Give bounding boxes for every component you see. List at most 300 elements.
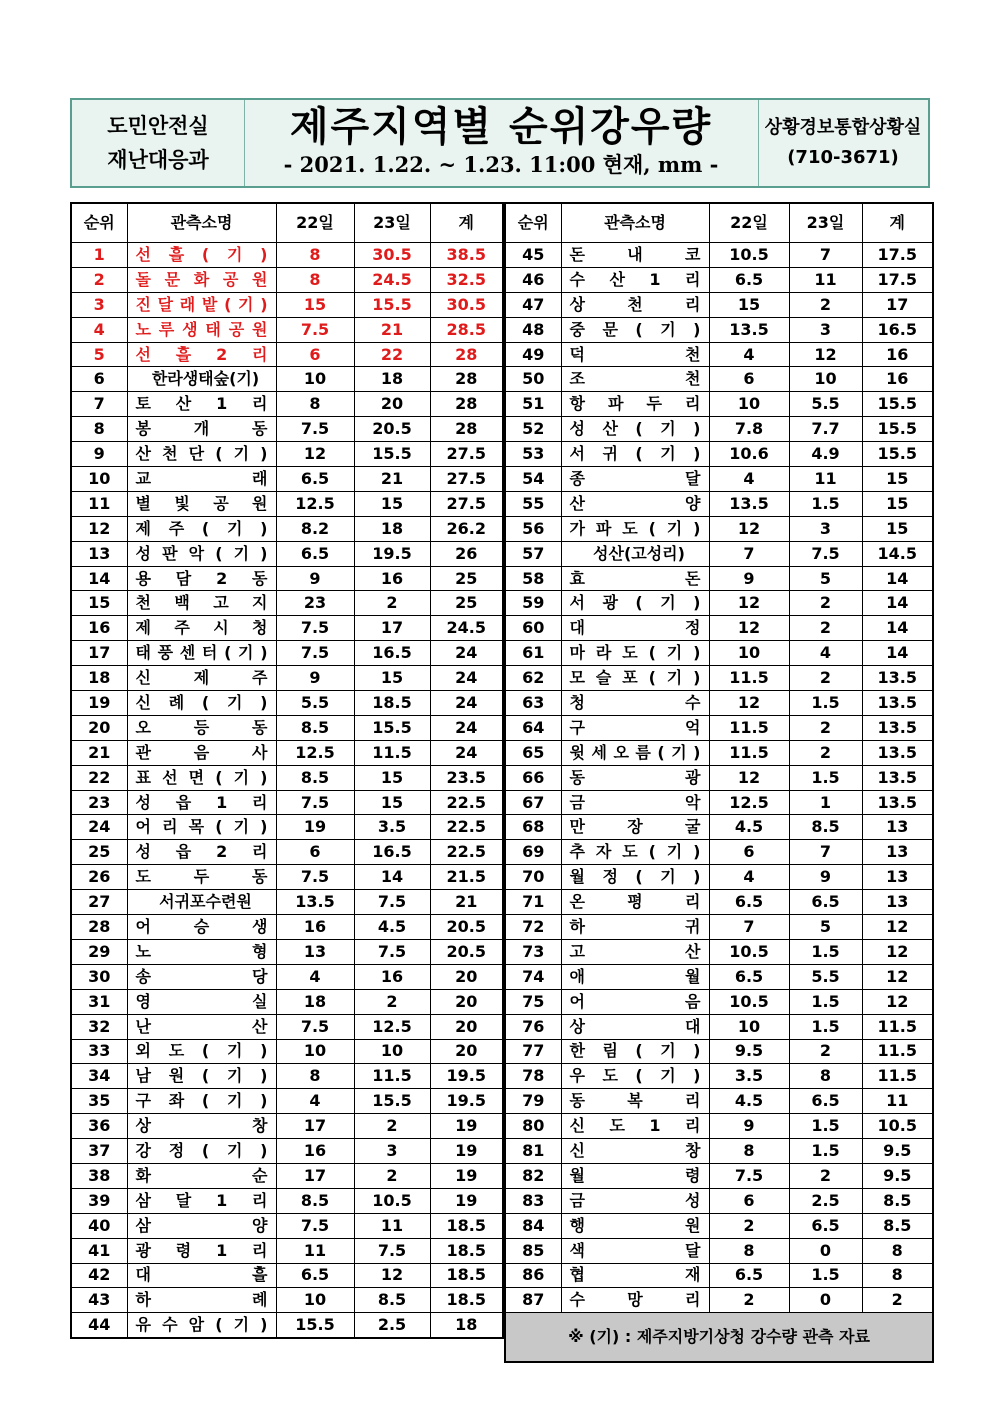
station-name-chars — [136, 1091, 268, 1111]
station-name-cell — [127, 616, 276, 641]
table-row — [71, 1188, 503, 1213]
rank-cell: 24 — [71, 815, 127, 840]
station-name-char: 산 — [602, 419, 618, 439]
station-name-chars — [570, 842, 701, 862]
day22-cell: 12 — [709, 616, 789, 641]
day22-cell: 12.5 — [276, 740, 354, 765]
day22-cell: 5.5 — [276, 691, 354, 716]
day23-cell: 7 — [789, 243, 862, 268]
station-name-cell — [561, 1089, 709, 1114]
day22-cell: 7 — [709, 915, 789, 940]
day22-cell: 12 — [709, 691, 789, 716]
table-row — [71, 1039, 503, 1064]
day22-cell: 4 — [276, 964, 354, 989]
station-name-char: 월 — [569, 867, 585, 887]
station-name-char: 신 — [569, 1116, 585, 1136]
station-name-char: 구 — [135, 1091, 151, 1111]
day22-cell: 7.5 — [276, 1213, 354, 1238]
station-name-char: 산 — [252, 1016, 268, 1036]
day22-cell: 8.5 — [276, 715, 354, 740]
rank-cell: 85 — [505, 1238, 561, 1263]
station-name-chars — [136, 817, 268, 837]
total-cell: 20 — [430, 964, 503, 989]
table-row — [71, 715, 503, 740]
day22-cell: 13.5 — [709, 317, 789, 342]
station-name-char: 기 — [226, 1041, 243, 1061]
total-cell: 11.5 — [862, 1039, 933, 1064]
station-name-char: 파 — [595, 518, 612, 538]
day23-cell: 1 — [789, 790, 862, 815]
station-name-char: ( — [648, 643, 656, 663]
total-cell: 13.5 — [862, 715, 933, 740]
station-name-char: 달 — [685, 468, 701, 488]
station-name-char: 하 — [135, 1290, 151, 1310]
station-name-char: ) — [260, 1141, 268, 1160]
station-name-chars — [136, 1265, 268, 1285]
station-name-char: 대 — [685, 1016, 701, 1036]
table-row — [505, 890, 933, 915]
station-name-chars — [136, 693, 268, 713]
day23-cell: 15 — [354, 666, 430, 691]
station-name-char: 굴 — [685, 817, 701, 837]
station-name-chars — [570, 345, 701, 365]
rank-cell: 12 — [71, 516, 127, 541]
station-name-cell — [561, 740, 709, 765]
station-name-char: 서 — [569, 444, 585, 464]
day23-cell: 8.5 — [354, 1288, 430, 1313]
station-name-char: 교 — [135, 468, 151, 488]
table-row — [505, 367, 933, 392]
station-name-chars — [570, 519, 701, 539]
station-name-chars — [570, 618, 701, 638]
station-name-char: 선 — [162, 767, 178, 787]
day22-cell: 8 — [276, 267, 354, 292]
table-row — [505, 392, 933, 417]
table-row — [71, 342, 503, 367]
day22-cell: 7.5 — [276, 865, 354, 890]
station-name-chars — [570, 245, 701, 265]
table-row — [71, 1064, 503, 1089]
total-cell: 25 — [430, 566, 503, 591]
total-cell: 30.5 — [430, 292, 503, 317]
station-name-char: 개 — [193, 419, 210, 439]
day23-cell: 15 — [354, 491, 430, 516]
station-name-cell — [561, 367, 709, 392]
station-name-chars — [136, 1041, 268, 1061]
station-name-cell — [127, 541, 276, 566]
station-name-char: 창 — [252, 1116, 268, 1136]
total-cell: 28 — [430, 417, 503, 442]
rank-cell: 78 — [505, 1064, 561, 1089]
station-name-char: 례 — [252, 1290, 268, 1310]
station-name-char: 항 — [569, 394, 585, 414]
rank-cell: 82 — [505, 1163, 561, 1188]
day22-cell: 8 — [709, 1238, 789, 1263]
rank-cell: 64 — [505, 715, 561, 740]
station-name-cell — [561, 964, 709, 989]
station-name-char: ( — [648, 842, 656, 862]
station-name-char: ( — [648, 668, 656, 688]
rank-cell: 16 — [71, 616, 127, 641]
rank-cell: 56 — [505, 516, 561, 541]
table-row — [71, 1238, 503, 1263]
station-name-cell — [561, 392, 709, 417]
station-name-char: 광 — [602, 593, 618, 613]
day23-cell: 11 — [789, 467, 862, 492]
station-name-char: 2 — [216, 344, 228, 364]
table-row — [505, 964, 933, 989]
station-name-char: 원 — [252, 269, 268, 289]
station-name-char: 기 — [233, 543, 250, 563]
table-row — [71, 367, 503, 392]
station-name-cell — [127, 342, 276, 367]
station-name-char: 도 — [135, 867, 151, 887]
total-cell: 25 — [430, 591, 503, 616]
station-name-cell — [127, 1114, 276, 1139]
day22-cell: 12 — [709, 765, 789, 790]
station-name-char: 기 — [671, 742, 687, 762]
station-name-char: 수 — [162, 1315, 178, 1335]
total-cell: 27.5 — [430, 491, 503, 516]
station-name-char: 생 — [182, 319, 198, 339]
table-row — [71, 1213, 503, 1238]
station-name-cell — [561, 591, 709, 616]
station-name-chars — [570, 743, 701, 763]
station-name-char: 중 — [569, 319, 585, 339]
station-name-char: 름 — [635, 742, 651, 762]
day23-cell: 4 — [789, 641, 862, 666]
station-name-cell — [561, 890, 709, 915]
station-name-char: ( — [648, 518, 656, 538]
total-cell: 15 — [862, 467, 933, 492]
rank-cell: 1 — [71, 243, 127, 268]
total-cell: 13.5 — [862, 765, 933, 790]
station-name-char: 청 — [569, 692, 585, 712]
station-name-char: 신 — [135, 668, 151, 688]
station-name-char: ) — [693, 444, 701, 464]
total-cell: 13.5 — [862, 790, 933, 815]
day22-cell: 10 — [276, 1288, 354, 1313]
station-name-chars — [136, 643, 268, 663]
day23-cell: 2 — [354, 591, 430, 616]
station-name-cell — [561, 715, 709, 740]
station-name-char: ) — [260, 1041, 268, 1061]
total-cell: 14.5 — [862, 541, 933, 566]
station-name-chars — [136, 444, 268, 464]
station-name-char: 하 — [569, 916, 585, 936]
rank-cell: 72 — [505, 915, 561, 940]
station-name-char: 용 — [135, 568, 151, 588]
table-row — [505, 1288, 933, 1313]
station-name-char: 수 — [569, 1290, 585, 1310]
station-name-chars — [570, 1166, 701, 1186]
table-row — [505, 765, 933, 790]
page-subtitle: - 2021. 1.22. ~ 1.23. 11:00 현재, mm - — [283, 152, 719, 177]
station-name-char: 시 — [213, 618, 229, 638]
station-name-char: 리 — [685, 294, 701, 314]
day22-cell: 10 — [709, 1014, 789, 1039]
rank-cell: 84 — [505, 1213, 561, 1238]
station-name-char: 빛 — [174, 493, 190, 513]
station-name-chars — [570, 1241, 701, 1261]
station-name-char: ( — [201, 1066, 210, 1086]
day22-cell: 8 — [276, 392, 354, 417]
station-name-chars — [136, 1116, 268, 1136]
station-name-cell — [561, 790, 709, 815]
day23-cell: 1.5 — [789, 989, 862, 1014]
station-name-char: 토 — [135, 394, 151, 414]
station-name-char: 포 — [622, 668, 638, 688]
day23-cell: 7.5 — [354, 1238, 430, 1263]
rank-cell: 28 — [71, 915, 127, 940]
station-name-cell — [561, 1263, 709, 1288]
day23-cell: 2 — [789, 292, 862, 317]
station-name-chars — [570, 668, 701, 688]
station-name-char: 기 — [233, 1315, 250, 1335]
station-name-chars — [136, 469, 268, 489]
station-name-char: 흘 — [168, 244, 185, 264]
total-cell: 24 — [430, 740, 503, 765]
total-cell: 13 — [862, 890, 933, 915]
table-row — [505, 989, 933, 1014]
rank-cell: 52 — [505, 417, 561, 442]
station-name-char: 대 — [135, 1265, 151, 1285]
day22-cell: 4 — [709, 342, 789, 367]
table-row — [71, 467, 503, 492]
station-name-char: 면 — [188, 767, 205, 787]
station-name-cell — [561, 1288, 709, 1313]
rank-cell: 80 — [505, 1114, 561, 1139]
day23-cell: 11 — [789, 267, 862, 292]
station-name-chars — [570, 419, 701, 439]
total-cell: 10.5 — [862, 1114, 933, 1139]
rank-cell: 18 — [71, 666, 127, 691]
total-cell: 28 — [430, 342, 503, 367]
station-name-cell — [127, 1313, 276, 1338]
day22-cell: 17 — [276, 1114, 354, 1139]
station-name-chars — [570, 718, 701, 738]
table-row — [71, 691, 503, 716]
station-name-chars — [570, 817, 701, 837]
station-name-chars — [136, 270, 268, 290]
station-name-cell — [127, 715, 276, 740]
station-name-char: 별 — [135, 493, 151, 513]
day22-cell: 4 — [276, 1089, 354, 1114]
station-name-char: 월 — [685, 966, 701, 986]
rank-cell: 17 — [71, 641, 127, 666]
total-cell: 15.5 — [862, 417, 933, 442]
station-name-char: 래 — [179, 294, 196, 314]
rank-cell: 45 — [505, 243, 561, 268]
station-name-char: 원 — [251, 319, 268, 339]
total-cell: 16.5 — [862, 317, 933, 342]
station-name-cell — [127, 442, 276, 467]
station-name-cell — [127, 1238, 276, 1263]
table-row — [71, 1114, 503, 1139]
station-name-char: 송 — [135, 966, 151, 986]
station-name-chars — [570, 494, 701, 514]
station-name-char: 신 — [135, 692, 151, 712]
station-name-char: 정 — [168, 1141, 185, 1160]
day23-cell: 7.5 — [354, 939, 430, 964]
station-name-chars — [570, 1116, 701, 1136]
day23-cell: 14 — [354, 865, 430, 890]
rank-cell: 65 — [505, 740, 561, 765]
station-name-char: 읍 — [175, 792, 192, 812]
table-row — [505, 541, 933, 566]
station-name-char: 기 — [226, 244, 243, 264]
table-row — [505, 939, 933, 964]
station-name-char: 표 — [135, 767, 151, 787]
station-name-char: 동 — [252, 717, 268, 737]
station-name-chars — [136, 992, 268, 1012]
station-name-char: 1 — [216, 394, 228, 414]
total-cell: 18.5 — [430, 1288, 503, 1313]
station-name-chars — [136, 718, 268, 738]
station-name-char: 우 — [569, 1066, 585, 1086]
station-name-char: 악 — [188, 543, 205, 563]
station-name-cell — [127, 417, 276, 442]
contact-block — [758, 100, 928, 186]
day22-cell: 6 — [276, 840, 354, 865]
station-name-char: 생 — [252, 916, 268, 936]
day22-cell: 8 — [709, 1139, 789, 1164]
total-cell: 8.5 — [862, 1213, 933, 1238]
day23-cell: 10 — [789, 367, 862, 392]
table-row — [71, 964, 503, 989]
station-name-char: 공 — [222, 269, 239, 289]
day23-cell: 12 — [354, 1263, 430, 1288]
day22-cell: 13.5 — [276, 890, 354, 915]
station-name-char: 노 — [135, 319, 151, 339]
total-cell: 18.5 — [430, 1238, 503, 1263]
station-name-chars — [136, 942, 268, 962]
total-cell: 21.5 — [430, 865, 503, 890]
day23-cell: 21 — [354, 317, 430, 342]
station-name-char: 기 — [660, 319, 676, 339]
day22-cell: 9 — [709, 566, 789, 591]
table-row — [505, 417, 933, 442]
station-name-char: 정 — [602, 867, 618, 887]
station-name-cell — [561, 641, 709, 666]
rank-cell: 14 — [71, 566, 127, 591]
table-row — [505, 1014, 933, 1039]
station-name-char: 성 — [135, 792, 151, 812]
table-row — [71, 417, 503, 442]
total-cell: 27.5 — [430, 442, 503, 467]
table-row — [71, 591, 503, 616]
table-row — [505, 491, 933, 516]
table-row — [71, 392, 503, 417]
station-name-char: 어 — [569, 991, 585, 1011]
rank-cell: 47 — [505, 292, 561, 317]
day22-cell: 6.5 — [709, 1263, 789, 1288]
total-cell: 12 — [862, 915, 933, 940]
table-row — [71, 1163, 503, 1188]
station-name-cell — [127, 939, 276, 964]
station-name-cell — [127, 1288, 276, 1313]
station-name-char: 풍 — [157, 643, 174, 663]
station-name-char: 리 — [685, 394, 701, 414]
total-cell: 22.5 — [430, 790, 503, 815]
station-name-char: 파 — [608, 394, 624, 414]
station-name-chars — [136, 1290, 268, 1310]
station-name-char: ) — [260, 692, 268, 712]
station-name-chars — [136, 1216, 268, 1236]
station-name-cell — [561, 342, 709, 367]
station-name-cell — [127, 1163, 276, 1188]
station-name-char: 주 — [168, 518, 185, 538]
day23-cell: 7.5 — [354, 890, 430, 915]
station-name-chars — [570, 270, 701, 290]
rank-cell: 53 — [505, 442, 561, 467]
total-cell: 12 — [862, 989, 933, 1014]
total-cell: 14 — [862, 641, 933, 666]
department-block — [72, 100, 245, 186]
station-name-char: 터 — [201, 643, 218, 663]
station-name-char: ( — [215, 817, 223, 837]
station-name-chars — [570, 967, 701, 987]
station-name-char: 대 — [569, 618, 585, 638]
station-name-char: 동 — [252, 568, 268, 588]
station-name-char: 동 — [569, 1091, 585, 1111]
day22-cell: 10 — [709, 641, 789, 666]
station-name-char: 외 — [135, 1041, 151, 1061]
day23-cell: 16 — [354, 964, 430, 989]
day22-cell: 6.5 — [276, 467, 354, 492]
total-cell: 24 — [430, 641, 503, 666]
station-name-char: 광 — [135, 1240, 151, 1260]
station-name-cell — [127, 591, 276, 616]
station-name-char: 고 — [569, 941, 585, 961]
col-station: 관측소명 — [561, 203, 709, 243]
day22-cell: 16 — [276, 915, 354, 940]
day22-cell: 10 — [276, 1039, 354, 1064]
station-name-char: 두 — [193, 867, 210, 887]
table-row — [505, 616, 933, 641]
station-name-char: 세 — [591, 742, 607, 762]
station-name-char: 제 — [135, 518, 151, 538]
station-name-char: 구 — [569, 717, 585, 737]
station-name-char: 코 — [685, 244, 701, 264]
station-name-char: 기 — [660, 1041, 676, 1061]
day23-cell: 5 — [789, 566, 862, 591]
day23-cell: 1.5 — [789, 1114, 862, 1139]
station-name-char: 귀 — [685, 916, 701, 936]
station-name-char: 산 — [569, 493, 585, 513]
station-name-char: 천 — [685, 369, 701, 389]
total-cell: 20 — [430, 1014, 503, 1039]
station-name-chars — [136, 842, 268, 862]
station-name-char: 리 — [162, 817, 178, 837]
station-name-chars — [570, 1290, 701, 1310]
total-cell: 9.5 — [862, 1163, 933, 1188]
day23-cell: 11.5 — [354, 740, 430, 765]
station-name-char: 루 — [158, 319, 175, 339]
station-name-char: 기 — [238, 643, 254, 663]
station-name-chars — [570, 1066, 701, 1086]
table-row — [505, 591, 933, 616]
station-name-char: 리 — [252, 1190, 268, 1210]
day22-cell: 7.5 — [276, 790, 354, 815]
day23-cell: 2 — [789, 666, 862, 691]
table-row — [71, 566, 503, 591]
station-name-char: 사 — [252, 742, 268, 762]
day23-cell: 2 — [789, 740, 862, 765]
station-name-char: 원 — [685, 1215, 701, 1235]
station-name-cell — [561, 840, 709, 865]
col-total: 계 — [862, 203, 933, 243]
